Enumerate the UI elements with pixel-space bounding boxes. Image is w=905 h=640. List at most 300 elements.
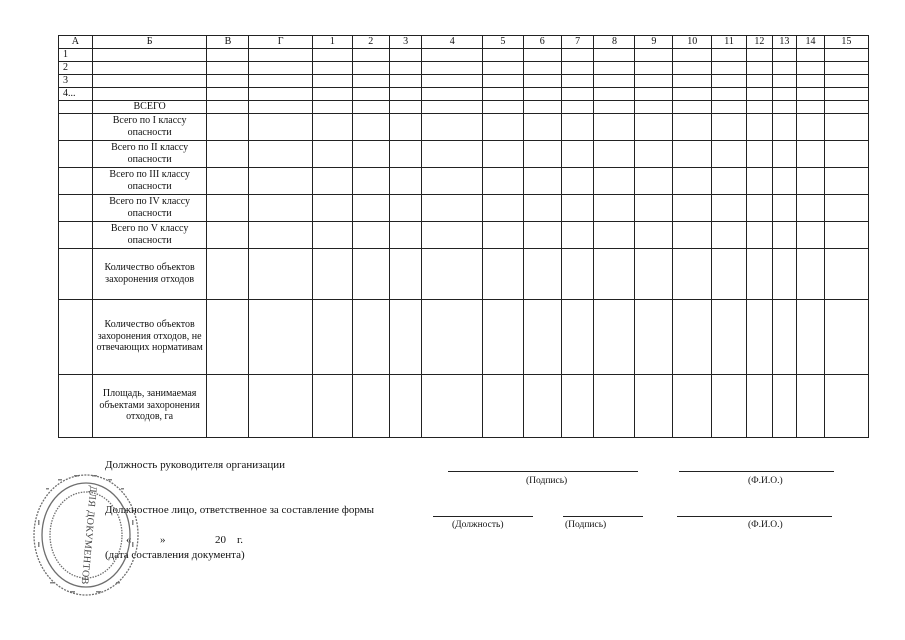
table-cell[interactable] <box>797 221 825 248</box>
table-cell[interactable] <box>389 74 422 87</box>
table-cell[interactable] <box>747 113 773 140</box>
table-cell[interactable] <box>312 299 352 374</box>
column-header: В <box>207 36 249 49</box>
table-cell[interactable] <box>561 87 594 100</box>
table-cell[interactable] <box>523 48 561 61</box>
table-cell[interactable] <box>824 113 868 140</box>
table-cell[interactable] <box>594 194 635 221</box>
table-cell[interactable] <box>712 87 747 100</box>
column-header: 1 <box>312 36 352 49</box>
table-cell[interactable] <box>747 248 773 299</box>
table-cell[interactable] <box>824 221 868 248</box>
table-cell[interactable] <box>797 113 825 140</box>
table-cell[interactable] <box>523 299 561 374</box>
table-cell[interactable] <box>561 61 594 74</box>
table-cell <box>59 140 93 167</box>
table-cell[interactable] <box>594 374 635 437</box>
summary-row <box>59 167 869 194</box>
table-cell[interactable] <box>312 221 352 248</box>
table-cell[interactable] <box>772 48 797 61</box>
summary-row <box>59 113 869 140</box>
head-position-label: Должность руководителя организации <box>105 459 286 471</box>
table-cell[interactable] <box>673 61 712 74</box>
table-cell[interactable] <box>561 248 594 299</box>
table-cell[interactable] <box>482 74 523 87</box>
summary-row <box>59 100 869 113</box>
table-cell[interactable] <box>207 167 249 194</box>
responsible-signature-line[interactable] <box>563 516 643 517</box>
table-cell[interactable] <box>673 194 712 221</box>
table-cell[interactable] <box>594 113 635 140</box>
table-cell[interactable] <box>635 100 673 113</box>
head-signature-caption: (Подпись) <box>526 476 568 486</box>
table-cell[interactable] <box>207 87 249 100</box>
table-cell[interactable] <box>747 374 773 437</box>
table-cell[interactable] <box>312 61 352 74</box>
summary-row-label: ВСЕГО <box>92 100 207 113</box>
column-header: Г <box>249 36 312 49</box>
table-cell[interactable] <box>673 374 712 437</box>
table-cell[interactable] <box>352 248 389 299</box>
column-header: 2 <box>352 36 389 49</box>
table-cell <box>59 374 93 437</box>
table-cell[interactable] <box>523 167 561 194</box>
column-header-row <box>59 36 869 49</box>
column-header: 5 <box>482 36 523 49</box>
table-cell[interactable] <box>561 48 594 61</box>
table-cell[interactable] <box>594 167 635 194</box>
table-cell[interactable] <box>824 140 868 167</box>
table-cell[interactable] <box>797 248 825 299</box>
table-cell[interactable] <box>207 248 249 299</box>
table-cell[interactable] <box>772 74 797 87</box>
row-number-cell: 3 <box>59 74 93 87</box>
table-cell[interactable] <box>635 61 673 74</box>
table-cell[interactable] <box>747 48 773 61</box>
table-cell[interactable] <box>673 248 712 299</box>
table-cell[interactable] <box>523 74 561 87</box>
table-cell[interactable] <box>772 248 797 299</box>
table-cell <box>59 167 93 194</box>
table-cell[interactable] <box>312 113 352 140</box>
summary-row-label: Всего по IV классу опасности <box>92 194 207 221</box>
responsible-position-line[interactable] <box>433 516 533 517</box>
table-cell[interactable] <box>207 374 249 437</box>
table-cell[interactable] <box>673 74 712 87</box>
summary-row-label: Площадь, занимаемая объектами захоронения отходов, га <box>92 374 207 437</box>
summary-row-label: Количество объектов захоронения отходов <box>92 248 207 299</box>
table-cell[interactable] <box>673 167 712 194</box>
date-year: 20 г. <box>215 534 244 546</box>
table-cell[interactable] <box>207 299 249 374</box>
table-cell[interactable] <box>249 48 312 61</box>
table-cell[interactable] <box>352 48 389 61</box>
table-cell[interactable] <box>312 100 352 113</box>
table-cell[interactable] <box>482 113 523 140</box>
table-cell[interactable] <box>797 48 825 61</box>
table-cell[interactable] <box>482 167 523 194</box>
table-cell[interactable] <box>207 140 249 167</box>
table-cell[interactable] <box>712 48 747 61</box>
table-cell[interactable] <box>482 299 523 374</box>
table-cell[interactable] <box>635 221 673 248</box>
table-cell[interactable] <box>747 221 773 248</box>
table-cell <box>59 248 93 299</box>
table-cell[interactable] <box>482 140 523 167</box>
table-cell[interactable] <box>523 61 561 74</box>
table-cell[interactable] <box>389 61 422 74</box>
table-cell[interactable] <box>422 87 482 100</box>
table-cell[interactable] <box>352 194 389 221</box>
table-cell[interactable] <box>312 140 352 167</box>
table-cell[interactable] <box>352 221 389 248</box>
table-cell[interactable] <box>523 374 561 437</box>
responsible-signature-caption: (Подпись) <box>565 520 607 530</box>
table-cell[interactable] <box>772 113 797 140</box>
summary-row-label: Всего по II классу опасности <box>92 140 207 167</box>
table-cell[interactable] <box>207 221 249 248</box>
table-cell[interactable] <box>712 100 747 113</box>
table-cell[interactable] <box>249 61 312 74</box>
table-cell[interactable] <box>422 374 482 437</box>
table-cell[interactable] <box>482 48 523 61</box>
table-cell[interactable] <box>249 194 312 221</box>
table-cell[interactable] <box>635 299 673 374</box>
table-cell[interactable] <box>635 140 673 167</box>
table-cell[interactable] <box>747 299 773 374</box>
table-row <box>59 61 869 74</box>
table-cell[interactable] <box>772 194 797 221</box>
table-cell[interactable] <box>797 194 825 221</box>
table-cell[interactable] <box>594 74 635 87</box>
table-cell[interactable] <box>312 248 352 299</box>
table-cell[interactable] <box>673 299 712 374</box>
table-cell[interactable] <box>712 248 747 299</box>
table-cell[interactable] <box>422 113 482 140</box>
table-cell[interactable] <box>249 299 312 374</box>
table-cell[interactable] <box>207 74 249 87</box>
table-cell[interactable] <box>747 61 773 74</box>
table-cell[interactable] <box>673 221 712 248</box>
table-cell[interactable] <box>249 87 312 100</box>
table-cell[interactable] <box>594 299 635 374</box>
table-cell[interactable] <box>389 221 422 248</box>
table-cell[interactable] <box>772 167 797 194</box>
summary-row <box>59 299 869 374</box>
column-header: 9 <box>635 36 673 49</box>
responsible-position-caption: (Должность) <box>452 520 504 530</box>
column-header: 6 <box>523 36 561 49</box>
column-header: 7 <box>561 36 594 49</box>
table-cell[interactable] <box>561 194 594 221</box>
table-cell[interactable] <box>523 248 561 299</box>
table-cell <box>59 194 93 221</box>
table-cell[interactable] <box>712 167 747 194</box>
row-number-cell: 1 <box>59 48 93 61</box>
table-cell[interactable] <box>635 167 673 194</box>
table-cell[interactable] <box>389 100 422 113</box>
table-cell[interactable] <box>92 61 207 74</box>
table-cell[interactable] <box>422 194 482 221</box>
table-cell[interactable] <box>207 100 249 113</box>
table-cell[interactable] <box>389 374 422 437</box>
table-cell[interactable] <box>389 167 422 194</box>
column-header: 10 <box>673 36 712 49</box>
table-cell[interactable] <box>712 61 747 74</box>
table-cell[interactable] <box>561 113 594 140</box>
table-cell[interactable] <box>312 374 352 437</box>
table-cell[interactable] <box>824 100 868 113</box>
summary-row <box>59 248 869 299</box>
table-cell[interactable] <box>561 221 594 248</box>
table-cell <box>59 221 93 248</box>
table-row <box>59 48 869 61</box>
table-cell[interactable] <box>635 48 673 61</box>
table-cell[interactable] <box>594 48 635 61</box>
table-cell[interactable] <box>772 299 797 374</box>
table-cell[interactable] <box>523 221 561 248</box>
table-cell[interactable] <box>561 100 594 113</box>
table-cell[interactable] <box>352 100 389 113</box>
table-cell[interactable] <box>207 48 249 61</box>
table-cell[interactable] <box>312 87 352 100</box>
table-cell[interactable] <box>673 48 712 61</box>
table-cell[interactable] <box>747 140 773 167</box>
table-cell[interactable] <box>824 61 868 74</box>
summary-row-label: Количество объектов захоронения отходов, не отвечающих нормативам <box>92 299 207 374</box>
date-close-quote: » <box>160 534 166 546</box>
table-cell <box>59 299 93 374</box>
table-cell[interactable] <box>482 61 523 74</box>
table-cell[interactable] <box>772 87 797 100</box>
table-cell[interactable] <box>389 140 422 167</box>
table-cell[interactable] <box>797 100 825 113</box>
table-cell[interactable] <box>422 74 482 87</box>
table-cell[interactable] <box>561 140 594 167</box>
table-cell[interactable] <box>824 299 868 374</box>
table-cell[interactable] <box>312 194 352 221</box>
table-cell[interactable] <box>482 87 523 100</box>
responsible-fio-line[interactable] <box>677 516 832 517</box>
table-cell[interactable] <box>352 167 389 194</box>
table-cell[interactable] <box>594 221 635 248</box>
table-cell[interactable] <box>824 167 868 194</box>
table-cell[interactable] <box>712 221 747 248</box>
table-cell[interactable] <box>352 299 389 374</box>
table-cell[interactable] <box>673 87 712 100</box>
summary-row <box>59 194 869 221</box>
table-cell[interactable] <box>422 100 482 113</box>
row-number-cell: 2 <box>59 61 93 74</box>
table-cell[interactable] <box>594 87 635 100</box>
column-header: Б <box>92 36 207 49</box>
head-fio-caption: (Ф.И.О.) <box>748 476 783 486</box>
table-body <box>59 48 869 437</box>
table-cell[interactable] <box>312 74 352 87</box>
table-row <box>59 87 869 100</box>
table-cell[interactable] <box>797 374 825 437</box>
table-cell[interactable] <box>482 248 523 299</box>
summary-row-label: Всего по III классу опасности <box>92 167 207 194</box>
table-cell[interactable] <box>389 194 422 221</box>
column-header: 13 <box>772 36 797 49</box>
table-cell[interactable] <box>797 167 825 194</box>
table-cell[interactable] <box>523 140 561 167</box>
table-cell[interactable] <box>673 113 712 140</box>
head-signature-line[interactable] <box>448 471 638 472</box>
summary-row-label: Всего по I классу опасности <box>92 113 207 140</box>
table-cell[interactable] <box>772 140 797 167</box>
table-row <box>59 74 869 87</box>
table-cell[interactable] <box>207 61 249 74</box>
table-cell[interactable] <box>824 74 868 87</box>
table-cell[interactable] <box>482 221 523 248</box>
responsible-person-label: Должностное лицо, ответственное за составление формы <box>105 504 375 516</box>
table-cell[interactable] <box>797 299 825 374</box>
report-form-table <box>58 35 869 438</box>
table-cell[interactable] <box>207 194 249 221</box>
stamp-center-text: ДЛЯ ДОКУМЕНТОВ <box>78 485 99 586</box>
date-caption: (дата составления документа) <box>105 549 245 561</box>
table-cell[interactable] <box>673 140 712 167</box>
table-cell[interactable] <box>352 87 389 100</box>
table-cell[interactable] <box>249 248 312 299</box>
table-cell[interactable] <box>249 74 312 87</box>
table-cell[interactable] <box>824 48 868 61</box>
table-cell[interactable] <box>712 140 747 167</box>
table-cell[interactable] <box>249 140 312 167</box>
row-number-cell: 4... <box>59 87 93 100</box>
table-cell[interactable] <box>772 374 797 437</box>
table-cell[interactable] <box>712 299 747 374</box>
date-open-quote: « <box>126 534 132 546</box>
column-header: 12 <box>747 36 773 49</box>
table-cell[interactable] <box>352 113 389 140</box>
table-cell[interactable] <box>249 221 312 248</box>
table-cell[interactable] <box>824 194 868 221</box>
table-cell[interactable] <box>594 100 635 113</box>
table-cell[interactable] <box>352 140 389 167</box>
table-cell[interactable] <box>747 87 773 100</box>
table-cell[interactable] <box>635 194 673 221</box>
column-header: 15 <box>824 36 868 49</box>
table-cell[interactable] <box>747 100 773 113</box>
table-cell[interactable] <box>594 248 635 299</box>
table-cell[interactable] <box>797 140 825 167</box>
table-cell[interactable] <box>635 87 673 100</box>
table-cell[interactable] <box>824 87 868 100</box>
table-cell[interactable] <box>389 87 422 100</box>
table-cell <box>59 100 93 113</box>
table-cell[interactable] <box>389 299 422 374</box>
table-cell[interactable] <box>561 167 594 194</box>
table-cell[interactable] <box>352 61 389 74</box>
table-cell[interactable] <box>422 248 482 299</box>
table-cell[interactable] <box>389 113 422 140</box>
table-cell[interactable] <box>747 194 773 221</box>
column-header: 4 <box>422 36 482 49</box>
table-cell[interactable] <box>312 167 352 194</box>
table-cell[interactable] <box>422 167 482 194</box>
head-fio-line[interactable] <box>679 471 834 472</box>
table-cell[interactable] <box>772 61 797 74</box>
table-cell[interactable] <box>389 48 422 61</box>
column-header: 8 <box>594 36 635 49</box>
table-cell[interactable] <box>772 100 797 113</box>
table-cell[interactable] <box>92 74 207 87</box>
table-cell[interactable] <box>712 374 747 437</box>
summary-row <box>59 140 869 167</box>
table-cell[interactable] <box>712 113 747 140</box>
table-cell[interactable] <box>352 374 389 437</box>
table-cell[interactable] <box>635 248 673 299</box>
table-cell[interactable] <box>422 48 482 61</box>
table-cell[interactable] <box>482 100 523 113</box>
column-header: А <box>59 36 93 49</box>
table-cell[interactable] <box>422 299 482 374</box>
table-cell[interactable] <box>92 87 207 100</box>
summary-row-label: Всего по V классу опасности <box>92 221 207 248</box>
table-cell[interactable] <box>352 74 389 87</box>
table-cell[interactable] <box>249 100 312 113</box>
table-cell[interactable] <box>594 140 635 167</box>
table-cell[interactable] <box>712 74 747 87</box>
table-cell[interactable] <box>747 167 773 194</box>
table-cell[interactable] <box>523 113 561 140</box>
table-cell[interactable] <box>824 248 868 299</box>
table-cell[interactable] <box>673 100 712 113</box>
table-cell[interactable] <box>523 194 561 221</box>
table-cell[interactable] <box>389 248 422 299</box>
table-cell[interactable] <box>249 113 312 140</box>
table-cell[interactable] <box>523 100 561 113</box>
table-cell[interactable] <box>422 140 482 167</box>
table-cell[interactable] <box>772 221 797 248</box>
column-header: 3 <box>389 36 422 49</box>
table-cell[interactable] <box>635 374 673 437</box>
table-cell[interactable] <box>482 194 523 221</box>
summary-row <box>59 221 869 248</box>
table-cell[interactable] <box>797 87 825 100</box>
table-cell[interactable] <box>635 74 673 87</box>
table-cell[interactable] <box>422 61 482 74</box>
table-cell[interactable] <box>312 48 352 61</box>
table-cell[interactable] <box>523 87 561 100</box>
table-cell[interactable] <box>561 374 594 437</box>
table-cell[interactable] <box>747 74 773 87</box>
table-cell[interactable] <box>249 167 312 194</box>
table-cell[interactable] <box>422 221 482 248</box>
table-cell[interactable] <box>561 299 594 374</box>
table-cell[interactable] <box>92 48 207 61</box>
column-header: 14 <box>797 36 825 49</box>
summary-row <box>59 374 869 437</box>
column-header: 11 <box>712 36 747 49</box>
table-cell[interactable] <box>824 374 868 437</box>
table-cell[interactable] <box>594 61 635 74</box>
table-cell[interactable] <box>712 194 747 221</box>
table-cell[interactable] <box>797 61 825 74</box>
responsible-fio-caption: (Ф.И.О.) <box>748 520 783 530</box>
table-cell[interactable] <box>207 113 249 140</box>
table-cell[interactable] <box>561 74 594 87</box>
table-cell[interactable] <box>249 374 312 437</box>
table-cell[interactable] <box>635 113 673 140</box>
organization-seal-stamp <box>30 470 142 600</box>
table-cell <box>59 113 93 140</box>
table-cell[interactable] <box>797 74 825 87</box>
table-cell[interactable] <box>482 374 523 437</box>
